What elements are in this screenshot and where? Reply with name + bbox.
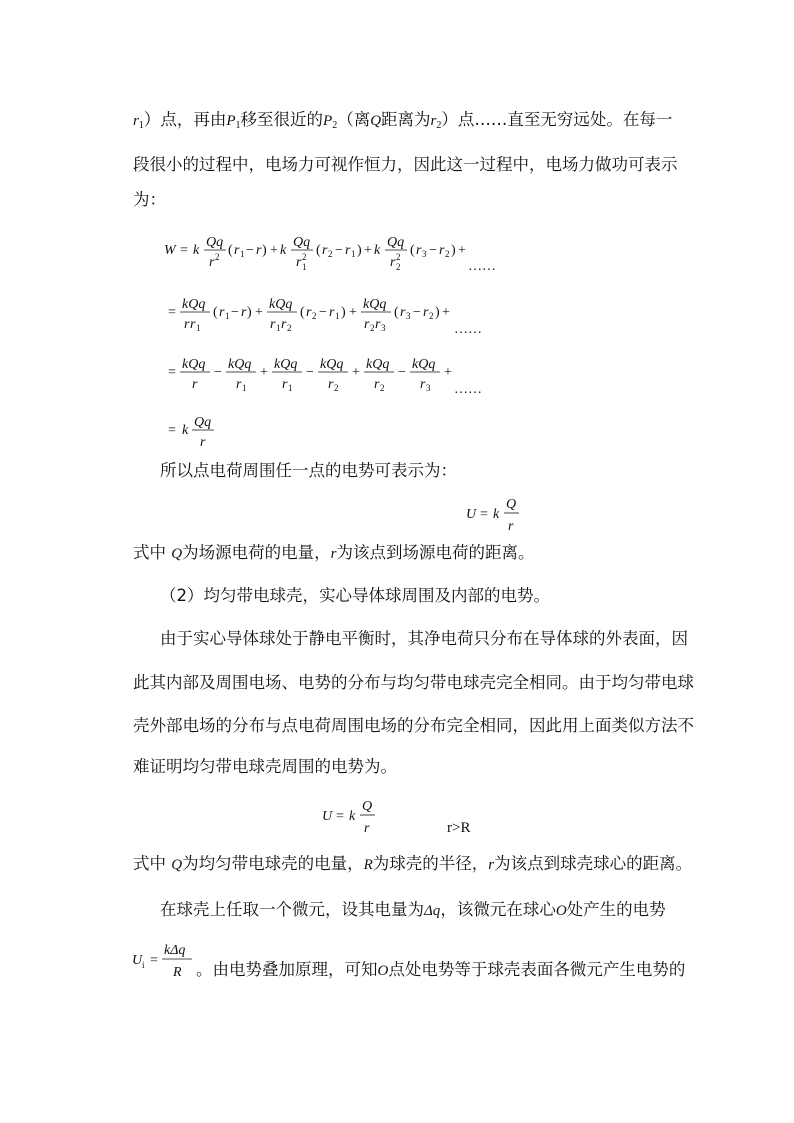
subscript: 1 — [335, 311, 340, 321]
var-O: O — [555, 903, 567, 919]
var-r: r — [241, 305, 247, 320]
denominator: r — [374, 377, 380, 392]
text-line-10: 难证明均匀带电球壳周围的电势为。 — [133, 757, 397, 776]
work-equation — [160, 225, 520, 450]
ellipsis: …… — [454, 322, 482, 337]
equation-row-3 — [168, 357, 482, 397]
subscript: 1 — [276, 323, 281, 333]
text-run: ）点……直至无穷远处。在每一 — [441, 110, 673, 129]
subscript: 1 — [242, 383, 247, 393]
var-Q: Q — [171, 546, 183, 562]
ellipsis: …… — [454, 382, 482, 397]
plus: + — [255, 305, 263, 320]
denominator: r — [282, 377, 288, 392]
text-run: 式中 — [133, 854, 166, 873]
var-P: P — [323, 113, 333, 129]
var-r: r — [219, 305, 225, 320]
numerator: kQq — [363, 297, 387, 312]
text-run: 为该点到球壳球心的距离。 — [494, 854, 693, 873]
text-run: 移至很近的 — [240, 110, 324, 129]
text-run: 在球壳上任取一个微元，设其电量为 — [160, 900, 424, 919]
equation-row-4 — [168, 415, 214, 450]
text-run: 距离为 — [381, 110, 431, 129]
var-P: P — [226, 113, 236, 129]
ellipsis: …… — [468, 259, 496, 274]
equals: = — [180, 243, 188, 258]
subscript: 1 — [225, 311, 230, 321]
text-line-9: 壳外部电场的分布与点电荷周围电场的分布完全相同，因此用上面类似方法不 — [133, 716, 694, 735]
subscript: 1 — [138, 120, 144, 131]
var-delta-q: Δq — [424, 903, 441, 919]
var-r: r — [416, 243, 422, 258]
subscript: 1 — [196, 323, 201, 333]
minus: − — [214, 365, 222, 380]
subscript: 1 — [302, 262, 307, 272]
paren: ) — [262, 243, 267, 258]
subscript: 3 — [426, 383, 431, 393]
equals: = — [150, 953, 158, 968]
denominator: r — [184, 317, 190, 332]
subscript: 2 — [287, 323, 292, 333]
condition-label: r>R — [447, 820, 471, 836]
denominator: r — [200, 435, 206, 450]
subscript: 1 — [240, 249, 245, 259]
plus: + — [270, 243, 278, 258]
subscript: 2 — [436, 120, 442, 131]
text-run: 式中 — [133, 543, 166, 562]
denominator: r — [192, 377, 198, 392]
text-line-2: 段很小的过程中，电场力可视作恒力，因此这一过程中，电场力做功可表示 — [133, 155, 678, 174]
var-U: U — [466, 507, 477, 522]
subscript: 2 — [445, 249, 450, 259]
subscript: 3 — [422, 249, 427, 259]
denominator: R — [173, 965, 182, 980]
element-potential-formula — [130, 934, 200, 984]
var-r: r — [430, 113, 437, 129]
subscript: 2 — [312, 311, 317, 321]
text-line-5 — [133, 541, 534, 566]
minus: − — [398, 365, 406, 380]
paren: ( — [410, 243, 415, 258]
var-k: k — [193, 243, 200, 258]
numerator: Qq — [194, 415, 212, 430]
plus: + — [260, 365, 268, 380]
denominator: r — [296, 255, 302, 270]
var-r: r — [322, 243, 328, 258]
subscript: 2 — [328, 249, 333, 259]
var-r: r — [234, 243, 240, 258]
numerator: kQq — [274, 357, 298, 372]
text-run: 为该点到场源电荷的距离。 — [336, 543, 535, 562]
numerator: kQq — [228, 357, 252, 372]
subscript: 1 — [288, 383, 293, 393]
var-Q: Q — [171, 857, 183, 873]
numerator: kQq — [412, 357, 436, 372]
var-W: W — [164, 243, 176, 258]
numerator: Qq — [293, 235, 311, 250]
section-heading: （2）均匀带电球壳，实心导体球周围及内部的电势。 — [160, 586, 550, 605]
exponent: 2 — [302, 252, 307, 262]
subscript: 2 — [370, 323, 375, 333]
denominator: r — [364, 821, 370, 836]
denominator: r — [190, 317, 196, 332]
text-line-7: 由于实心导体球处于静电平衡时，其净电荷只分布在导体球的外表面，因 — [160, 629, 688, 648]
minus: − — [306, 365, 314, 380]
numerator: kQq — [269, 297, 293, 312]
denominator: r — [270, 317, 276, 332]
var-Q: Q — [370, 113, 382, 129]
plus: + — [442, 305, 450, 320]
var-U: U — [132, 953, 143, 968]
var-r: r — [330, 546, 337, 562]
equals: = — [336, 809, 344, 824]
var-O: O — [377, 963, 389, 979]
var-r: r — [256, 243, 262, 258]
potential-formula — [462, 492, 532, 536]
text-line-13 — [196, 958, 685, 983]
var-k: k — [349, 809, 356, 824]
minus: − — [246, 243, 254, 258]
subscript: 2 — [396, 262, 401, 272]
denominator: r — [281, 317, 287, 332]
var-r: r — [329, 305, 335, 320]
subscript: 1 — [235, 120, 241, 131]
text-run: 为球壳的半径， — [372, 854, 489, 873]
text-run: 为场源电荷的电量， — [182, 543, 331, 562]
subscript: 2 — [334, 383, 339, 393]
paren: ( — [300, 305, 305, 320]
equals: = — [168, 365, 176, 380]
denominator: r — [420, 377, 426, 392]
paren: ) — [247, 305, 252, 320]
paren: ) — [357, 243, 362, 258]
var-U: U — [322, 809, 333, 824]
var-r: r — [400, 305, 406, 320]
text-run: 点处电势等于球壳表面各微元产生电势的 — [388, 960, 686, 979]
text-run: （离 — [337, 110, 371, 129]
var-k: k — [182, 423, 189, 438]
var-R: R — [363, 857, 373, 873]
var-r: r — [133, 113, 139, 129]
var-r: r — [345, 243, 351, 258]
text-line-1 — [133, 108, 672, 138]
subscript: i — [142, 960, 145, 970]
numerator: kQq — [320, 357, 344, 372]
plus: + — [458, 243, 466, 258]
var-k: k — [280, 243, 287, 258]
text-line-4: 所以点电荷周围任一点的电势可表示为： — [160, 461, 457, 480]
paren: ) — [451, 243, 456, 258]
numerator: kQq — [182, 297, 206, 312]
minus: − — [429, 243, 437, 258]
text-line-11 — [133, 852, 692, 877]
plus: + — [349, 305, 357, 320]
text-run: 。由电势叠加原理，可知 — [196, 960, 378, 979]
minus: − — [413, 305, 421, 320]
denominator: r — [209, 255, 215, 270]
text-run: 处产生的电势 — [566, 900, 666, 919]
subscript: 2 — [380, 383, 385, 393]
equals: = — [168, 305, 176, 320]
denominator: r — [508, 519, 514, 534]
text-line-12 — [160, 898, 666, 923]
exponent: 2 — [215, 252, 220, 262]
var-r: r — [439, 243, 445, 258]
denominator: r — [364, 317, 370, 332]
numerator: kΔq — [164, 943, 186, 958]
paren: ) — [341, 305, 346, 320]
subscript: 3 — [381, 323, 386, 333]
paren: ( — [213, 305, 218, 320]
var-k: k — [374, 243, 381, 258]
numerator: Qq — [206, 235, 224, 250]
var-r: r — [488, 857, 495, 873]
text-line-3: 为： — [133, 190, 166, 209]
plus: + — [444, 365, 452, 380]
denominator: r — [390, 255, 396, 270]
exponent: 2 — [396, 252, 401, 262]
text-run: 为均匀带电球壳的电量， — [182, 854, 364, 873]
numerator: kQq — [366, 357, 390, 372]
numerator: Q — [362, 799, 373, 814]
paren: ( — [228, 243, 233, 258]
paren: ) — [435, 305, 440, 320]
numerator: Qq — [387, 235, 405, 250]
shell-potential-formula — [318, 794, 388, 838]
minus: − — [335, 243, 343, 258]
var-r: r — [306, 305, 312, 320]
subscript: 3 — [406, 311, 411, 321]
plus: + — [352, 365, 360, 380]
paren: ( — [394, 305, 399, 320]
denominator: r — [375, 317, 381, 332]
numerator: kQq — [182, 357, 206, 372]
equation-row-2 — [168, 297, 482, 337]
text-line-8: 此其内部及周围电场、电势的分布与均匀带电球壳完全相同。由于均匀带电球 — [133, 673, 694, 692]
minus: − — [231, 305, 239, 320]
subscript: 2 — [429, 311, 434, 321]
paren: ( — [316, 243, 321, 258]
equals: = — [480, 507, 488, 522]
var-r: r — [423, 305, 429, 320]
text-run: ，该微元在球心 — [440, 900, 556, 919]
minus: − — [319, 305, 327, 320]
text-run: ）点，再由 — [143, 110, 227, 129]
subscript: 2 — [332, 120, 338, 131]
denominator: r — [236, 377, 242, 392]
denominator: r — [328, 377, 334, 392]
subscript: 1 — [351, 249, 356, 259]
var-k: k — [493, 507, 500, 522]
plus: + — [364, 243, 372, 258]
numerator: Q — [506, 497, 517, 512]
equation-row-1 — [164, 235, 496, 274]
equals: = — [168, 423, 176, 438]
